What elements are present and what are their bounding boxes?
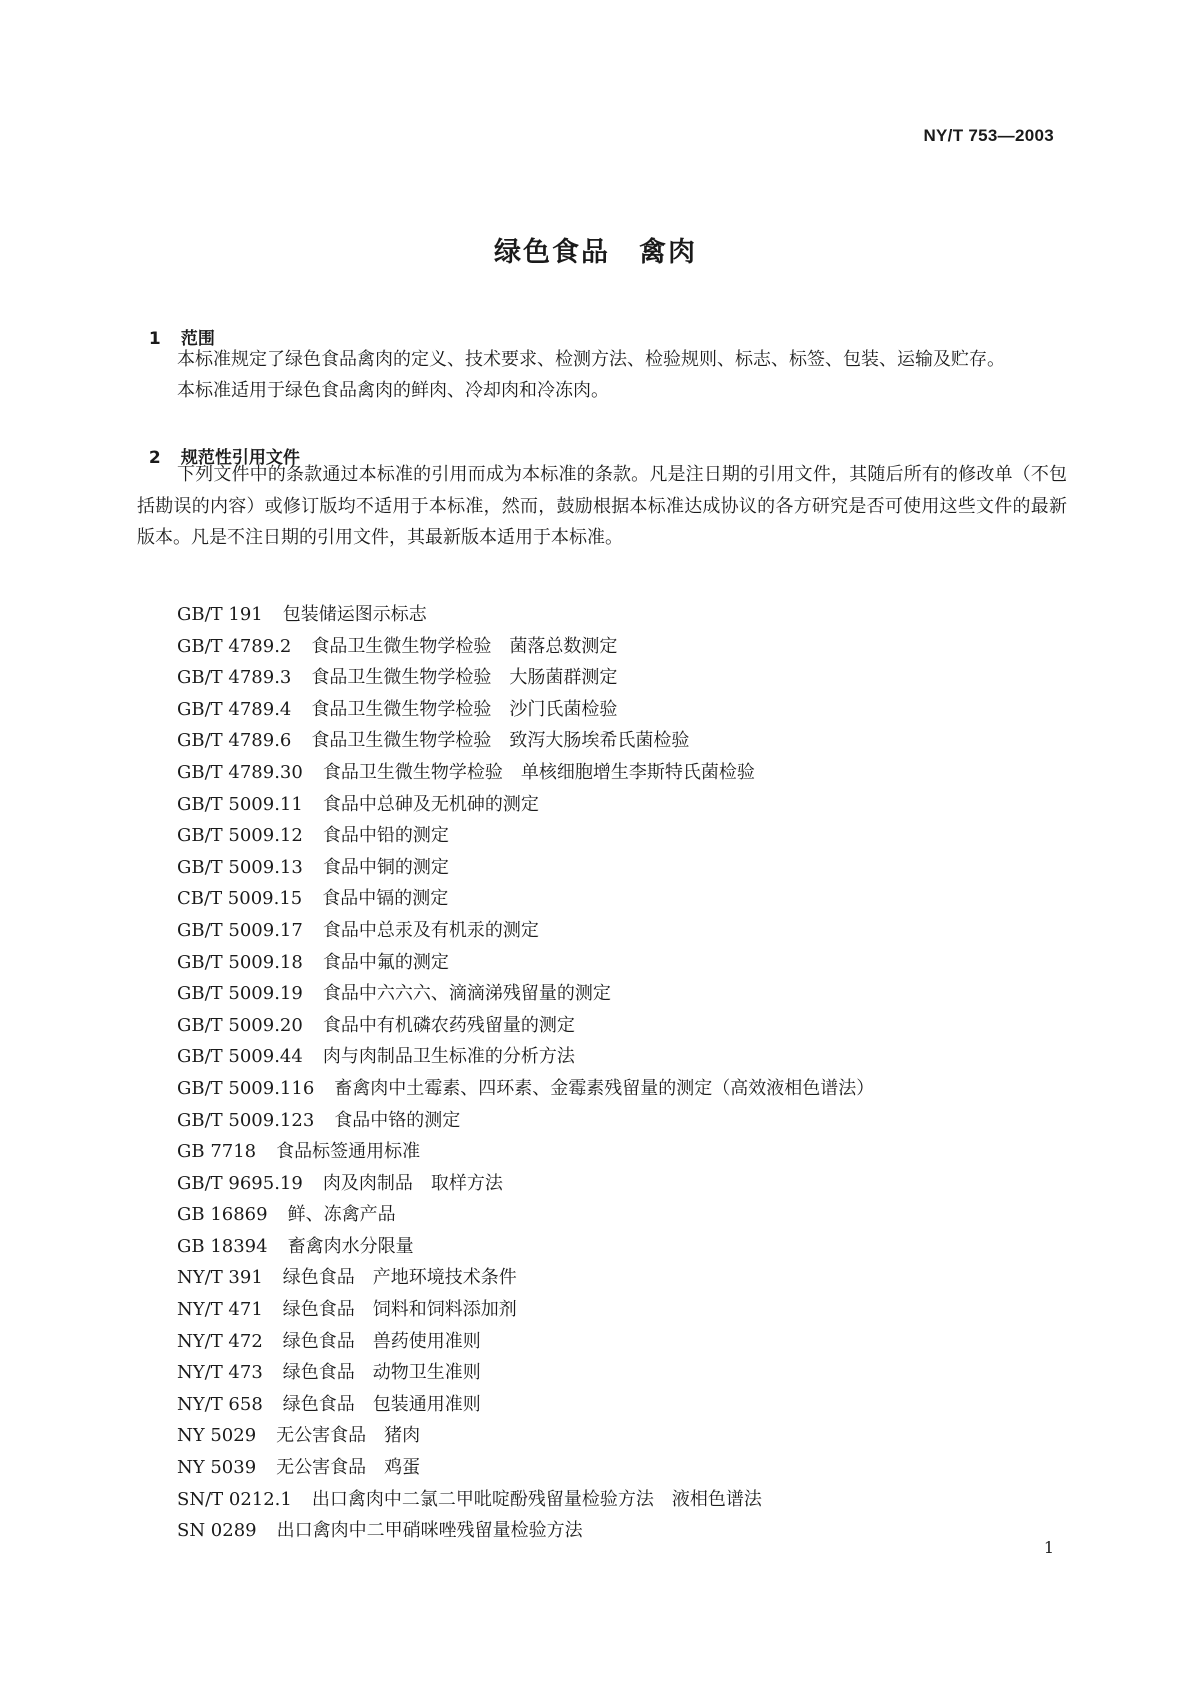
reference-code: GB/T 5009.11 bbox=[177, 793, 303, 815]
reference-code: GB/T 4789.2 bbox=[177, 635, 292, 657]
section-number: 2 bbox=[148, 448, 161, 468]
scope-paragraph-1: 本标准规定了绿色食品禽肉的定义、技术要求、检测方法、检验规则、标志、标签、包装、运输及贮存。 bbox=[177, 349, 1005, 370]
reference-title: 食品卫生微生物学检验 单核细胞增生李斯特氏菌检验 bbox=[322, 761, 755, 783]
reference-title: 食品中氟的测定 bbox=[322, 951, 449, 973]
reference-item bbox=[177, 1389, 874, 1421]
reference-code: GB/T 5009.17 bbox=[177, 919, 303, 941]
reference-item bbox=[177, 1136, 874, 1168]
reference-code: GB/T 9695.19 bbox=[177, 1172, 303, 1194]
reference-title: 食品中有机磷农药残留量的测定 bbox=[322, 1014, 575, 1036]
reference-title: 绿色食品 产地环境技术条件 bbox=[282, 1267, 517, 1289]
reference-code: GB/T 5009.19 bbox=[177, 983, 303, 1005]
reference-item bbox=[177, 1357, 874, 1389]
reference-title: 食品中镉的测定 bbox=[322, 888, 449, 910]
reference-item bbox=[177, 947, 874, 979]
reference-code: GB/T 4789.3 bbox=[177, 667, 292, 689]
reference-item bbox=[177, 757, 874, 789]
reference-title: 食品卫生微生物学检验 大肠菌群测定 bbox=[311, 667, 618, 689]
reference-title: 食品中总汞及有机汞的测定 bbox=[322, 919, 539, 941]
reference-title: 食品中六六六、滴滴涕残留量的测定 bbox=[322, 983, 611, 1005]
reference-code: GB 18394 bbox=[177, 1235, 268, 1257]
reference-code: GB/T 5009.20 bbox=[177, 1014, 303, 1036]
page-number: 1 bbox=[1043, 1538, 1054, 1557]
reference-item bbox=[177, 883, 874, 915]
reference-item bbox=[177, 631, 874, 663]
references-intro-paragraph: 下列文件中的条款通过本标准的引用而成为本标准的条款。凡是注日期的引用文件，其随后所有的修改单（不包括勘误的内容）或修订版均不适用于本标准，然而，鼓励根据本标准达成协议的各方研究是否可使用这些文件的最新版本。凡是不注日期的引用文件，其最新版本适用于本标准。 bbox=[137, 464, 1067, 548]
reference-title: 绿色食品 兽药使用准则 bbox=[282, 1330, 481, 1352]
reference-code: GB/T 5009.12 bbox=[177, 825, 303, 847]
reference-title: 食品标签通用标准 bbox=[276, 1141, 421, 1163]
reference-title: 肉及肉制品 取样方法 bbox=[322, 1172, 503, 1194]
reference-title: 食品中总砷及无机砷的测定 bbox=[322, 793, 539, 815]
reference-item bbox=[177, 1326, 874, 1358]
reference-title: 包装储运图示标志 bbox=[282, 604, 427, 625]
reference-code: GB/T 5009.44 bbox=[177, 1046, 303, 1068]
reference-title: 肉与肉制品卫生标准的分析方法 bbox=[322, 1046, 575, 1068]
reference-item bbox=[177, 1294, 874, 1326]
reference-code: NY/T 473 bbox=[177, 1362, 263, 1384]
reference-item bbox=[177, 694, 874, 726]
reference-item bbox=[177, 1105, 874, 1137]
reference-title: 出口禽肉中二甲硝咪唑残留量检验方法 bbox=[276, 1520, 583, 1542]
reference-code: NY/T 658 bbox=[177, 1393, 263, 1415]
reference-title: 畜禽肉水分限量 bbox=[287, 1235, 414, 1257]
scope-paragraph-2: 本标准适用于绿色食品禽肉的鲜肉、冷却肉和冷冻肉。 bbox=[177, 380, 609, 401]
reference-item bbox=[177, 820, 874, 852]
reference-code: NY/T 472 bbox=[177, 1330, 263, 1352]
section-title: 范围 bbox=[180, 329, 215, 349]
reference-code: SN/T 0212.1 bbox=[177, 1488, 292, 1510]
reference-title: 食品卫生微生物学检验 菌落总数测定 bbox=[311, 635, 618, 657]
reference-code: NY 5029 bbox=[177, 1425, 257, 1447]
reference-title: 无公害食品 鸡蛋 bbox=[276, 1457, 421, 1479]
reference-item bbox=[177, 1452, 874, 1484]
document-title: 绿色食品 禽肉 bbox=[494, 237, 697, 268]
reference-code: GB/T 4789.4 bbox=[177, 698, 292, 720]
reference-code: GB/T 4789.30 bbox=[177, 761, 303, 783]
reference-item bbox=[177, 1041, 874, 1073]
section-title: 规范性引用文件 bbox=[180, 448, 300, 468]
reference-code: GB/T 5009.13 bbox=[177, 856, 303, 878]
reference-item bbox=[177, 1231, 874, 1263]
reference-title: 食品卫生微生物学检验 沙门氏菌检验 bbox=[311, 698, 618, 720]
reference-code: NY 5039 bbox=[177, 1457, 257, 1479]
reference-code: GB/T 5009.18 bbox=[177, 951, 303, 973]
reference-item bbox=[177, 1168, 874, 1200]
reference-item bbox=[177, 1073, 874, 1105]
reference-title: 绿色食品 饲料和饲料添加剂 bbox=[282, 1299, 517, 1321]
reference-title: 绿色食品 动物卫生准则 bbox=[282, 1362, 481, 1384]
reference-title: 绿色食品 包装通用准则 bbox=[282, 1393, 481, 1415]
reference-item bbox=[177, 789, 874, 821]
reference-title: 畜禽肉中土霉素、四环素、金霉素残留量的测定（高效液相色谱法） bbox=[334, 1077, 875, 1099]
reference-title: 出口禽肉中二氯二甲吡啶酚残留量检验方法 液相色谱法 bbox=[311, 1488, 762, 1510]
reference-title: 食品中铅的测定 bbox=[322, 825, 449, 847]
reference-title: 食品中铬的测定 bbox=[334, 1109, 461, 1131]
reference-item bbox=[177, 1515, 874, 1547]
reference-code: NY/T 471 bbox=[177, 1299, 263, 1321]
section-number: 1 bbox=[148, 329, 161, 349]
reference-item bbox=[177, 1262, 874, 1294]
reference-code: SN 0289 bbox=[177, 1520, 257, 1542]
reference-title: 食品卫生微生物学检验 致泻大肠埃希氏菌检验 bbox=[311, 730, 690, 752]
reference-list bbox=[177, 599, 874, 1547]
reference-item bbox=[177, 725, 874, 757]
reference-item bbox=[177, 599, 874, 631]
reference-item bbox=[177, 915, 874, 947]
reference-title: 鲜、冻禽产品 bbox=[287, 1204, 396, 1226]
reference-title: 无公害食品 猪肉 bbox=[276, 1425, 421, 1447]
reference-item bbox=[177, 852, 874, 884]
section-heading-scope bbox=[137, 304, 215, 349]
reference-item bbox=[177, 978, 874, 1010]
reference-code: GB/T 4789.6 bbox=[177, 730, 292, 752]
reference-item bbox=[177, 1010, 874, 1042]
reference-item bbox=[177, 1484, 874, 1516]
reference-item bbox=[177, 1420, 874, 1452]
reference-code: GB/T 191 bbox=[177, 604, 263, 625]
standard-code: NY/T 753—2003 bbox=[923, 126, 1054, 145]
reference-code: GB 16869 bbox=[177, 1204, 268, 1226]
reference-code: GB/T 5009.123 bbox=[177, 1109, 315, 1131]
reference-code: GB/T 5009.116 bbox=[177, 1077, 315, 1099]
reference-item bbox=[177, 662, 874, 694]
reference-code: GB 7718 bbox=[177, 1141, 257, 1163]
reference-title: 食品中铜的测定 bbox=[322, 856, 449, 878]
reference-code: NY/T 391 bbox=[177, 1267, 263, 1289]
reference-code: CB/T 5009.15 bbox=[177, 888, 303, 910]
reference-item bbox=[177, 1199, 874, 1231]
